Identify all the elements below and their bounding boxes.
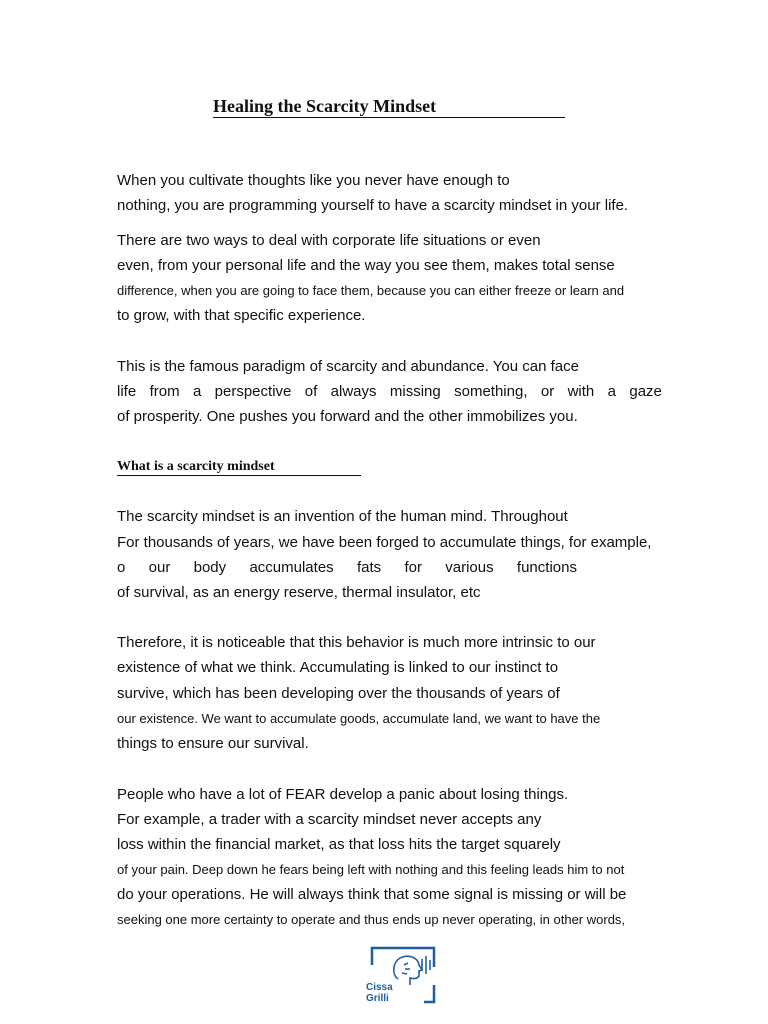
body-line-24: seeking one more certainty to operate and thus ends up never operating, in other words, — [117, 912, 626, 927]
body-line-5: difference, when you are going to face them, because you can either freeze or learn and — [117, 283, 625, 298]
body-line-1: When you cultivate thoughts like you never have enough to — [117, 172, 510, 189]
word: gaze — [629, 383, 662, 400]
body-line-13: of survival, as an energy reserve, thermal insulator, etc — [117, 584, 481, 601]
word: perspective — [214, 383, 292, 400]
body-line-16: survive, which has been developing over the thousands of years of — [117, 685, 560, 702]
word: from — [149, 383, 180, 400]
body-line-10: The scarcity mindset is an invention of the human mind. Throughout — [117, 508, 568, 525]
body-line-9: of prosperity. One pushes you forward and the other immobilizes you. — [117, 408, 578, 425]
body-line-2: nothing, you are programming yourself to have a scarcity mindset in your life. — [117, 197, 629, 214]
section-heading: What is a scarcity mindset — [117, 458, 361, 476]
word: for — [404, 559, 422, 576]
body-line-3: There are two ways to deal with corporate life situations or even — [117, 232, 541, 249]
word: something, — [454, 383, 528, 400]
body-line-4: even, from your personal life and the way you see them, makes total sense — [117, 257, 615, 274]
body-line-20: For example, a trader with a scarcity mindset never accepts any — [117, 811, 542, 828]
word: a — [192, 383, 202, 400]
word: with — [567, 383, 595, 400]
word: various — [445, 559, 494, 576]
logo-text-line1: Cissa — [366, 982, 393, 993]
body-line-14: Therefore, it is noticeable that this behavior is much more intrinsic to our — [117, 634, 596, 651]
body-line-22: of your pain. Deep down he fears being left with nothing and this feeling leads him to not — [117, 862, 625, 877]
cissa-grilli-logo-icon — [364, 945, 438, 1005]
word: a — [607, 383, 616, 400]
word: always — [330, 383, 377, 400]
body-line-18: things to ensure our survival. — [117, 735, 309, 752]
body-line-15: existence of what we think. Accumulating is linked to our instinct to — [117, 659, 559, 676]
word: or — [540, 383, 555, 400]
logo-text-line2: Grilli — [366, 993, 389, 1004]
page-title: Healing the Scarcity Mindset — [213, 95, 565, 118]
body-line-8 — [117, 383, 662, 401]
word: our — [148, 559, 171, 576]
word: missing — [389, 383, 441, 400]
word: functions — [516, 559, 577, 576]
body-line-12 — [117, 559, 577, 577]
body-line-6: to grow, with that specific experience. — [117, 307, 366, 324]
body-line-21: loss within the financial market, as that loss hits the target squarely — [117, 836, 561, 853]
body-line-17: our existence. We want to accumulate goods, accumulate land, we want to have the — [117, 711, 601, 726]
body-line-7: This is the famous paradigm of scarcity and abundance. You can face — [117, 358, 579, 375]
body-line-19: People who have a lot of FEAR develop a panic about losing things. — [117, 786, 569, 803]
word: body — [193, 559, 227, 576]
word: life — [117, 383, 137, 400]
word: accumulates — [249, 559, 334, 576]
word: of — [304, 383, 318, 400]
body-line-23: do your operations. He will always think that some signal is missing or will be — [117, 886, 627, 903]
body-line-11: For thousands of years, we have been forged to accumulate things, for example, — [117, 534, 652, 551]
word: fats — [356, 559, 382, 576]
word: o — [117, 559, 126, 576]
